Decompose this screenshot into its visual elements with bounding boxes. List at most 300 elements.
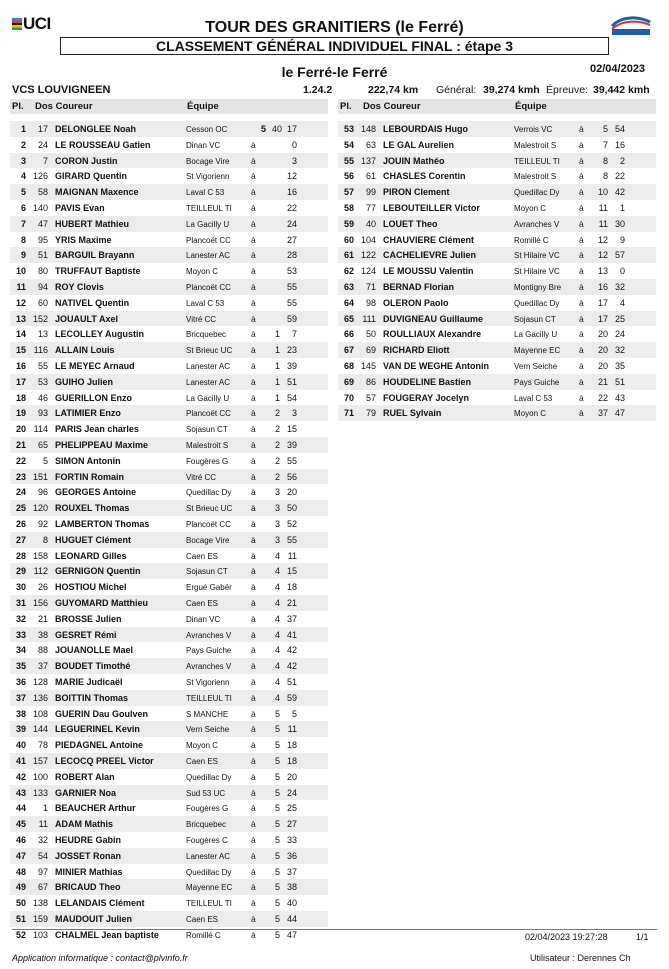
cell-team: Fougères C <box>186 836 228 845</box>
cell-m: 5 <box>274 819 280 830</box>
table-row <box>10 753 328 769</box>
table-row <box>10 405 328 421</box>
cell-name: LAMBERTON Thomas <box>55 519 150 529</box>
cell-name: JOUAULT Axel <box>55 313 119 324</box>
cell-a: à <box>579 218 584 229</box>
cell-m: 12 <box>597 234 608 245</box>
cell-a: à <box>251 203 256 213</box>
cell-a: à <box>579 408 584 419</box>
cell-m: 5 <box>274 724 280 735</box>
cell-a: à <box>251 440 256 450</box>
table-row <box>10 263 328 279</box>
cell-pl: 51 <box>15 914 26 924</box>
cell-m: 10 <box>597 187 608 198</box>
cell-pl: 38 <box>15 708 26 719</box>
cell-s: 27 <box>286 234 297 245</box>
cell-team: Bricquebec <box>186 330 227 340</box>
cell-dos: 144 <box>32 724 48 735</box>
table-row <box>338 279 656 295</box>
cell-pl: 10 <box>15 266 26 277</box>
cell-s: 12 <box>286 171 297 182</box>
cell-m: 5 <box>274 803 280 814</box>
cell-s: 53 <box>286 266 297 277</box>
cell-team: Caen ES <box>186 915 219 924</box>
cell-pl: 13 <box>15 313 26 324</box>
epreuve-speed-value: 39,442 kmh <box>593 84 650 96</box>
cell-pl: 25 <box>15 503 26 514</box>
cell-dos: 148 <box>360 124 376 134</box>
cell-dos: 17 <box>37 124 48 134</box>
table-row <box>10 295 328 311</box>
table-row <box>10 769 328 785</box>
print-timestamp: 02/04/2023 19:27:28 <box>525 932 608 942</box>
table-row <box>10 642 328 658</box>
cell-dos: 128 <box>32 677 48 687</box>
cell-team: Fougères G <box>186 804 229 814</box>
cell-a: à <box>251 724 256 735</box>
cell-dos: 5 <box>42 455 48 466</box>
cell-s: 20 <box>286 771 297 782</box>
cell-dos: 94 <box>37 282 48 292</box>
cell-team: Caen ES <box>186 757 219 766</box>
cell-pl: 6 <box>20 203 26 213</box>
table-row <box>10 832 328 848</box>
cell-dos: 8 <box>42 534 48 545</box>
cell-a: à <box>251 218 256 229</box>
cell-team: Lanester AC <box>186 251 231 261</box>
epreuve-speed-label: Épreuve: <box>546 84 589 96</box>
cell-s: 41 <box>286 629 297 640</box>
cell-dos: 50 <box>365 329 376 340</box>
cell-team: Romillé C <box>186 930 221 940</box>
cell-team: Plancoët CC <box>186 520 231 529</box>
table-row <box>338 311 656 327</box>
cell-dos: 126 <box>32 171 48 182</box>
cell-team: Vitré CC <box>186 314 217 324</box>
cell-pl: 35 <box>15 661 26 672</box>
cell-m: 5 <box>274 929 280 940</box>
cell-team: Quedillac Dy <box>186 867 232 877</box>
table-row <box>338 390 656 406</box>
cell-pl: 45 <box>15 819 26 830</box>
cell-team: St Brieuc UC <box>186 346 233 356</box>
cell-team: Dinan VC <box>186 140 221 150</box>
cell-team: Moyon C <box>514 204 547 213</box>
page-title: TOUR DES GRANITIERS (le Ferré) <box>205 19 464 36</box>
cell-a: à <box>251 629 256 640</box>
cell-name: ROUXEL Thomas <box>55 503 130 514</box>
cell-m: 1 <box>274 376 280 387</box>
cell-m: 3 <box>274 519 280 529</box>
cell-dos: 103 <box>32 929 48 940</box>
cell-m: 4 <box>274 661 280 672</box>
cell-m: 17 <box>597 313 608 324</box>
cell-dos: 114 <box>33 424 48 435</box>
cell-pl: 15 <box>15 345 26 356</box>
cell-m: 2 <box>274 408 280 419</box>
page-subtitle: CLASSEMENT GÉNÉRAL INDIVIDUEL FINAL : étape 3 <box>60 37 609 55</box>
cell-m: 5 <box>274 740 280 751</box>
table-row <box>338 232 656 248</box>
cell-s: 7 <box>291 329 297 340</box>
table-row <box>10 311 328 327</box>
cell-name: LE MOUSSU Valentin <box>383 266 474 277</box>
cell-s: 11 <box>287 724 297 735</box>
cell-name: YRIS Maxime <box>55 234 112 245</box>
cell-pl: 34 <box>15 645 26 656</box>
cell-pl: 7 <box>20 218 26 229</box>
table-row <box>10 563 328 579</box>
cell-pl: 42 <box>15 771 26 782</box>
cell-s: 5 <box>291 708 297 719</box>
cell-pl: 30 <box>15 582 26 593</box>
cell-pl: 17 <box>15 376 26 387</box>
cell-m: 4 <box>274 566 280 577</box>
cell-name: MARIE Judicaël <box>55 677 123 687</box>
uci-logo: UCI <box>12 14 51 34</box>
cell-s: 11 <box>287 550 297 561</box>
cell-s: 52 <box>286 519 297 529</box>
cell-pl: 22 <box>15 455 26 466</box>
cell-a: à <box>251 914 256 924</box>
cell-team: Laval C 53 <box>514 393 553 403</box>
cell-a: à <box>579 203 584 213</box>
cell-name: JOUANOLLE Mael <box>55 645 134 656</box>
cell-s: 42 <box>614 187 625 198</box>
cell-m: 2 <box>274 424 280 435</box>
cell-team: Sud 53 UC <box>186 788 226 798</box>
cell-name: PIRON Clement <box>383 187 450 198</box>
table-row <box>10 358 328 374</box>
cell-pl: 27 <box>15 534 26 545</box>
cell-a: à <box>251 155 256 166</box>
cell-name: LE MEYEC Arnaud <box>55 361 135 371</box>
cell-m: 2 <box>274 471 280 482</box>
cell-pl: 59 <box>343 218 354 229</box>
cell-team: Avranches V <box>514 219 560 229</box>
cell-name: BARGUIL Brayann <box>55 250 135 261</box>
user-credit: Utilisateur : Derennes Ch <box>530 953 631 963</box>
cell-s: 42 <box>286 661 297 672</box>
cell-a: à <box>579 329 584 340</box>
cell-name: GESRET Rémi <box>55 629 117 640</box>
cell-team: La Gacilly U <box>514 330 558 340</box>
cell-team: Bricquebec <box>186 820 227 830</box>
table-row <box>10 895 328 911</box>
cell-dos: 137 <box>360 155 376 166</box>
cell-name: PIEDAGNEL Antoine <box>55 740 144 751</box>
cell-pl: 48 <box>15 866 26 877</box>
cell-dos: 37 <box>37 661 48 672</box>
cell-name: DELONGLEE Noah <box>55 124 137 134</box>
cell-a: à <box>579 376 584 387</box>
cell-pl: 44 <box>15 803 26 814</box>
cell-team: Plancoët CC <box>186 283 231 292</box>
cell-a: à <box>251 171 256 182</box>
cell-name: ROY Clovis <box>55 282 104 292</box>
cell-pl: 43 <box>15 787 26 798</box>
cell-dos: 111 <box>362 313 376 324</box>
table-row <box>10 785 328 801</box>
cell-dos: 145 <box>360 361 376 371</box>
cell-pl: 28 <box>15 550 26 561</box>
cell-m: 12 <box>597 250 608 261</box>
table-row <box>10 390 328 406</box>
cell-name: RUEL Sylvain <box>383 408 442 419</box>
cell-dos: 80 <box>37 266 48 277</box>
cell-team: Ergué Gabér <box>186 583 232 593</box>
cell-name: ROBERT Alan <box>55 771 115 782</box>
cell-a: à <box>251 187 256 198</box>
cell-pl: 9 <box>20 250 26 261</box>
cell-a: à <box>251 266 256 277</box>
cell-s: 18 <box>286 740 297 751</box>
cell-dos: 152 <box>32 313 48 324</box>
table-row <box>338 168 656 184</box>
cell-m: 4 <box>274 613 280 624</box>
cell-s: 59 <box>286 692 297 703</box>
cell-dos: 54 <box>37 850 48 861</box>
cell-pl: 5 <box>20 187 26 198</box>
cell-pl: 33 <box>15 629 26 640</box>
cell-pl: 63 <box>343 282 354 292</box>
cell-team: Sojasun CT <box>186 567 228 577</box>
cell-dos: 78 <box>37 740 48 751</box>
cell-team: TEILLEUL TI <box>186 693 232 703</box>
cell-pl: 21 <box>15 440 26 450</box>
cell-a: à <box>579 155 584 166</box>
cell-a: à <box>251 345 256 356</box>
app-credit: Application informatique : contact@plvinfo.fr <box>12 953 188 963</box>
cell-team: Quedillac Dy <box>514 298 560 308</box>
cell-s: 51 <box>286 376 297 387</box>
cell-m: 8 <box>602 171 608 182</box>
cell-team: Romillé C <box>514 235 549 245</box>
cell-name: LE GAL Aurelien <box>383 139 455 150</box>
cell-s: 42 <box>286 645 297 656</box>
cell-name: NATIVEL Quentin <box>55 297 130 308</box>
cell-pl: 19 <box>15 408 26 419</box>
table-row <box>10 153 328 169</box>
cell-pl: 54 <box>343 139 354 150</box>
cell-dos: 57 <box>365 392 376 403</box>
table-row <box>338 263 656 279</box>
cell-dos: 21 <box>37 613 48 624</box>
cell-s: 56 <box>286 471 297 482</box>
cell-m: 4 <box>274 598 280 608</box>
cell-s: 47 <box>286 929 297 940</box>
cell-a: à <box>251 787 256 798</box>
cell-name: CACHELIEVRE Julien <box>383 250 477 261</box>
stage-code: 1.24.2 <box>303 84 333 96</box>
cell-s: 1 <box>619 203 625 213</box>
cell-team: TEILLEUL TI <box>186 204 232 213</box>
cell-name: CHASLES Corentin <box>383 171 466 182</box>
cell-m: 1 <box>274 345 280 356</box>
cell-m: 1 <box>274 329 280 340</box>
cell-dos: 93 <box>37 408 48 419</box>
cell-name: CHAUVIERE Clément <box>383 234 475 245</box>
table-row <box>10 674 328 690</box>
cell-team: Lanester AC <box>186 377 231 387</box>
cell-team: St Brieuc UC <box>186 504 233 514</box>
cell-s: 33 <box>286 835 297 845</box>
cell-dos: 86 <box>365 376 376 387</box>
cell-team: Moyon C <box>186 267 219 277</box>
table-row <box>10 816 328 832</box>
cell-s: 39 <box>286 440 297 450</box>
cell-a: à <box>251 929 256 940</box>
cell-m: 20 <box>597 329 608 340</box>
cell-name: PAVIS Evan <box>55 203 105 213</box>
cell-s: 25 <box>614 313 625 324</box>
table-row <box>10 627 328 643</box>
cell-name: BRICAUD Theo <box>55 882 121 893</box>
table-row <box>338 342 656 358</box>
cell-dos: 99 <box>365 187 376 198</box>
cell-pl: 71 <box>343 408 354 419</box>
cell-a: à <box>579 250 584 261</box>
cell-s: 51 <box>614 376 625 387</box>
cell-name: GUERILLON Enzo <box>55 392 132 403</box>
cell-pl: 56 <box>343 171 354 182</box>
cell-team: Vern Seiche <box>186 725 230 735</box>
cell-m: 37 <box>597 408 608 419</box>
table-row <box>10 911 328 927</box>
cell-dos: 60 <box>37 297 48 308</box>
cell-team: Lanester AC <box>186 362 231 371</box>
cell-pl: 24 <box>15 487 26 498</box>
cell-m: 4 <box>274 550 280 561</box>
cell-m: 5 <box>274 866 280 877</box>
cell-dos: 138 <box>32 898 48 909</box>
cell-a: à <box>579 266 584 277</box>
cell-team: Caen ES <box>186 599 219 608</box>
cell-name: HUBERT Mathieu <box>55 218 129 229</box>
general-speed-value: 39,274 kmh <box>483 84 540 96</box>
cell-s: 32 <box>614 282 625 292</box>
cell-s: 24 <box>614 329 625 340</box>
cell-team: La Gacilly U <box>186 393 230 403</box>
cell-s: 54 <box>286 392 297 403</box>
cell-name: FORTIN Romain <box>55 471 124 482</box>
cell-team: Verrois VC <box>514 125 553 134</box>
table-row <box>10 500 328 516</box>
cell-a: à <box>251 329 256 340</box>
cell-s: 21 <box>286 598 297 608</box>
cell-m: 4 <box>274 692 280 703</box>
cell-m: 20 <box>597 361 608 371</box>
cell-pl: 11 <box>16 282 26 292</box>
cell-a: à <box>251 566 256 577</box>
cell-s: 27 <box>286 819 297 830</box>
cell-pl: 46 <box>15 835 26 845</box>
cell-name: MINIER Mathias <box>55 866 123 877</box>
cell-a: à <box>579 124 584 134</box>
cell-s: 3 <box>291 408 297 419</box>
cell-a: à <box>251 487 256 498</box>
cell-name: TRUFFAUT Baptiste <box>55 266 141 277</box>
cell-dos: 7 <box>42 155 48 166</box>
cell-dos: 11 <box>38 819 48 830</box>
cell-name: HOSTIOU Michel <box>55 582 127 593</box>
cell-team: Montigny Bre <box>514 283 562 292</box>
cell-s: 25 <box>286 803 297 814</box>
cell-dos: 26 <box>37 582 48 593</box>
cell-dos: 108 <box>32 708 48 719</box>
cell-a: à <box>251 819 256 830</box>
table-row <box>338 374 656 390</box>
cell-team: Vitré CC <box>186 472 217 482</box>
cell-pl: 47 <box>15 850 26 861</box>
cell-name: BROSSE Julien <box>55 613 122 624</box>
cell-team: Mayenne EC <box>186 883 233 893</box>
cell-team: La Gacilly U <box>186 219 230 229</box>
table-row <box>10 469 328 485</box>
cell-m: 22 <box>597 392 608 403</box>
cell-pl: 65 <box>343 313 354 324</box>
header-equipe: Équipe <box>187 101 219 112</box>
cell-a: à <box>251 455 256 466</box>
cell-s: 38 <box>286 882 297 893</box>
cell-dos: 151 <box>32 471 48 482</box>
cell-a: à <box>251 534 256 545</box>
cell-team: Mayenne EC <box>514 346 561 356</box>
table-row <box>338 184 656 200</box>
cell-name: JOSSET Ronan <box>55 850 122 861</box>
cell-s: 51 <box>286 677 297 687</box>
cell-dos: 69 <box>365 345 376 356</box>
cell-pl: 50 <box>15 898 26 909</box>
cell-dos: 96 <box>37 487 48 498</box>
cell-dos: 136 <box>32 692 48 703</box>
cell-dos: 63 <box>365 139 376 150</box>
table-row <box>10 721 328 737</box>
cell-team: Vern Seiche <box>514 362 558 371</box>
cell-s: 57 <box>614 250 625 261</box>
cell-team: Malestroit S <box>514 140 557 150</box>
cell-team: Avranches V <box>186 662 232 672</box>
cell-name: GUIHO Julien <box>55 376 114 387</box>
cell-s: 47 <box>614 408 625 419</box>
cell-team: Lanester AC <box>186 851 231 861</box>
cell-dos: 100 <box>32 771 48 782</box>
cell-team: Bocage Vire <box>186 535 230 545</box>
cell-s: 32 <box>614 345 625 356</box>
cell-dos: 38 <box>37 629 48 640</box>
cell-a: à <box>251 376 256 387</box>
cell-name: HOUDELINE Bastien <box>383 376 472 387</box>
cell-name: VAN DE WEGHE Antonin <box>383 361 489 371</box>
cell-team: Moyon C <box>186 741 219 751</box>
cell-pl: 23 <box>15 471 26 482</box>
cell-team: Laval C 53 <box>186 188 225 198</box>
cell-s: 50 <box>286 503 297 514</box>
cell-a: à <box>251 708 256 719</box>
cell-dos: 46 <box>37 392 48 403</box>
cell-s: 9 <box>619 234 625 245</box>
cell-s: 18 <box>286 582 297 593</box>
cell-name: ROULLIAUX Alexandre <box>383 329 482 340</box>
cell-team: Plancoët CC <box>186 235 231 245</box>
cell-s: 15 <box>286 424 297 435</box>
table-row <box>338 153 656 169</box>
cell-dos: 24 <box>37 139 48 150</box>
cell-team: Plancoët CC <box>186 409 231 419</box>
cell-a: à <box>251 282 256 292</box>
cell-s: 17 <box>286 124 297 134</box>
cell-pl: 49 <box>15 882 26 893</box>
